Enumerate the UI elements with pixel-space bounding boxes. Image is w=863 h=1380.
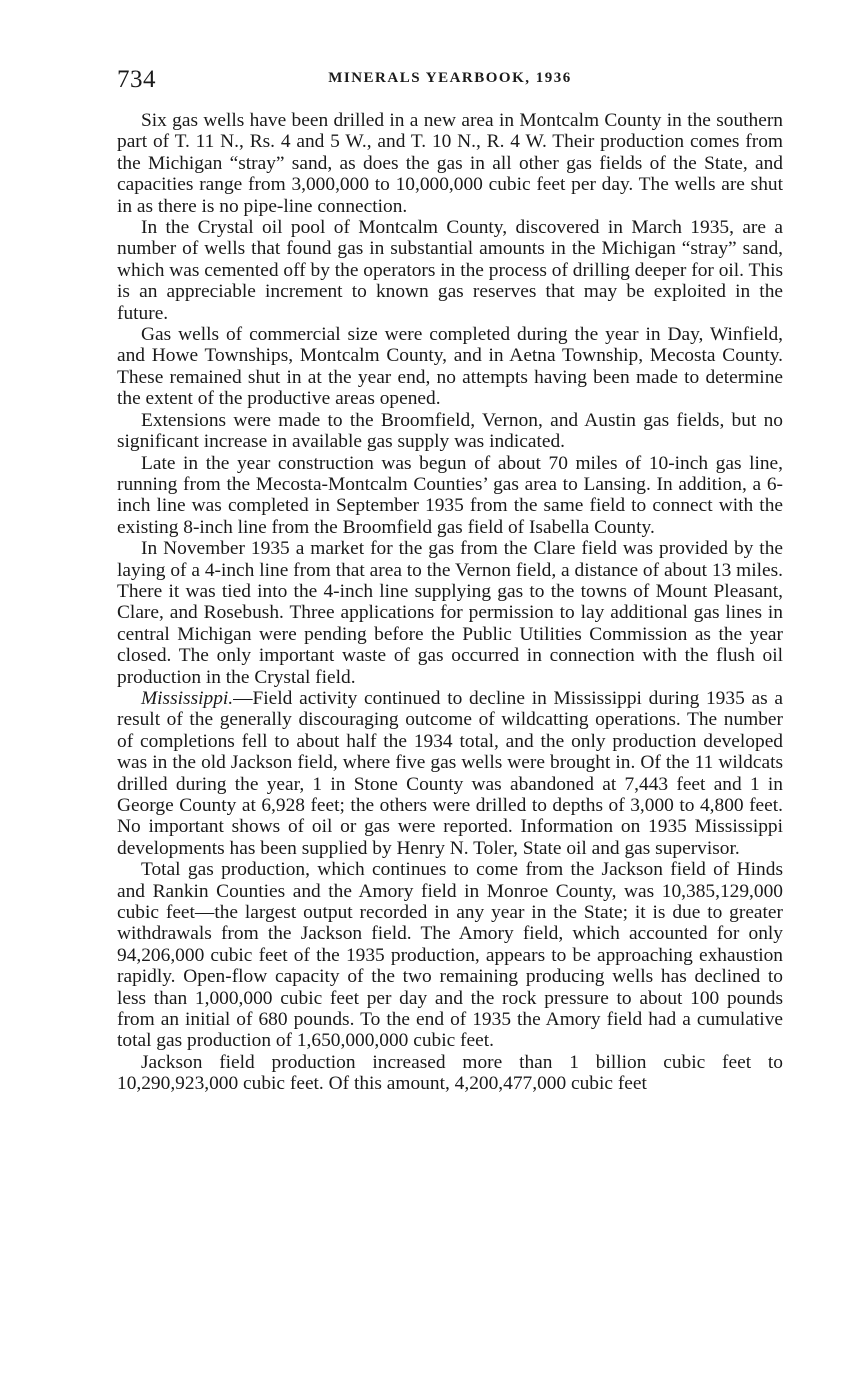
paragraph-mississippi (117, 688, 783, 859)
paragraph-text: Jackson field production increased more than 1 billion cubic feet to 10,290,923,000 cubic feet. Of this amount, 4,200,477,000 cubic feet (117, 1051, 783, 1095)
paragraph-text: Six gas wells have been drilled in a new area in Montcalm County in the southern part of T. 11 N., Rs. 4 and 5 W., and T. 10 N., R. 4 W. Their production comes from the Michigan “stray” sand, as does the gas in all other gas fields of the State, and capacities range from 3,000,000 to 10,000,000 cubic feet per day. The wells are shut in as there is no pipe-line connection. (117, 110, 783, 217)
paragraph (117, 1052, 783, 1095)
paragraph-text: In the Crystal oil pool of Montcalm County, discovered in March 1935, are a number of wells that found gas in substantial amounts in the Michigan “stray” sand, which was cemented off by the operators in the process of drilling deeper for oil. This is an appreciable increment to known gas reserves that may be exploited in the future. (117, 217, 783, 324)
document-page (117, 66, 783, 1095)
paragraph (117, 453, 783, 539)
running-header (117, 66, 783, 98)
running-title: MINERALS YEARBOOK, 1936 (328, 70, 572, 86)
paragraph (117, 859, 783, 1052)
paragraph (117, 324, 783, 410)
paragraph-text: Gas wells of commercial size were completed during the year in Day, Winfield, and Howe Townships, Montcalm County, and in Aetna Township, Mecosta County. These remained shut in at the year end, no attempts having been made to determine the extent of the productive areas opened. (117, 324, 783, 410)
body-text (117, 110, 783, 1095)
paragraph-text: Extensions were made to the Broomfield, Vernon, and Austin gas fields, but no significant increase in available gas supply was indicated. (117, 409, 783, 453)
paragraph-text: —Field activity continued to decline in Mississippi during 1935 as a result of the generally discouraging outcome of wildcatting operations. The number of completions fell to about half the 1934 total, and the only production developed was in the old Jackson field, where five gas wells were brought in. Of the 11 wildcats drilled during the year, 1 in Stone County was abandoned at 7,443 feet and 1 in George County at 6,928 feet; the others were drilled to depths of 3,000 to 4,800 feet. No important shows of oil or gas were reported. Information on 1935 Mississippi developments has been supplied by Henry N. Toler, State oil and gas supervisor. (117, 687, 783, 859)
paragraph (117, 217, 783, 324)
paragraph (117, 110, 783, 217)
section-run-in-heading: Mississippi. (141, 687, 234, 709)
page-number: 734 (117, 66, 156, 93)
paragraph-text: Total gas production, which continues to come from the Jackson field of Hinds and Rankin Counties and the Amory field in Monroe County, was 10,385,129,000 cubic feet—the largest output recorded in any year in the State; it is due to greater withdrawals from the Jackson field. The Amory field, which accounted for only 94,206,000 cubic feet of the 1935 production, appears to be approaching exhaustion rapidly. Open-flow capacity of the two remaining producing wells has declined to less than 1,000,000 cubic feet per day and the rock pressure to about 100 pounds from an initial of 680 pounds. To the end of 1935 the Amory field had a cumulative total gas production of 1,650,000,000 cubic feet. (117, 859, 783, 1052)
paragraph-text: In November 1935 a market for the gas from the Clare field was provided by the laying of a 4-inch line from that area to the Vernon field, a distance of about 13 miles. There it was tied into the 4-inch line supplying gas to the towns of Mount Pleasant, Clare, and Rosebush. Three applications for permission to lay additional gas lines in central Michigan were pending before the Public Utilities Commission as the year closed. The only important waste of gas occurred in connection with the flush oil production in the Crystal field. (117, 538, 783, 688)
paragraph-text: Late in the year construction was begun of about 70 miles of 10-inch gas line, running from the Mecosta-Montcalm Counties’ gas area to Lansing. In addition, a 6-inch line was completed in September 1935 from the same field to connect with the existing 8-inch line from the Broomfield gas field of Isabella County. (117, 452, 783, 538)
paragraph (117, 538, 783, 688)
paragraph (117, 410, 783, 453)
